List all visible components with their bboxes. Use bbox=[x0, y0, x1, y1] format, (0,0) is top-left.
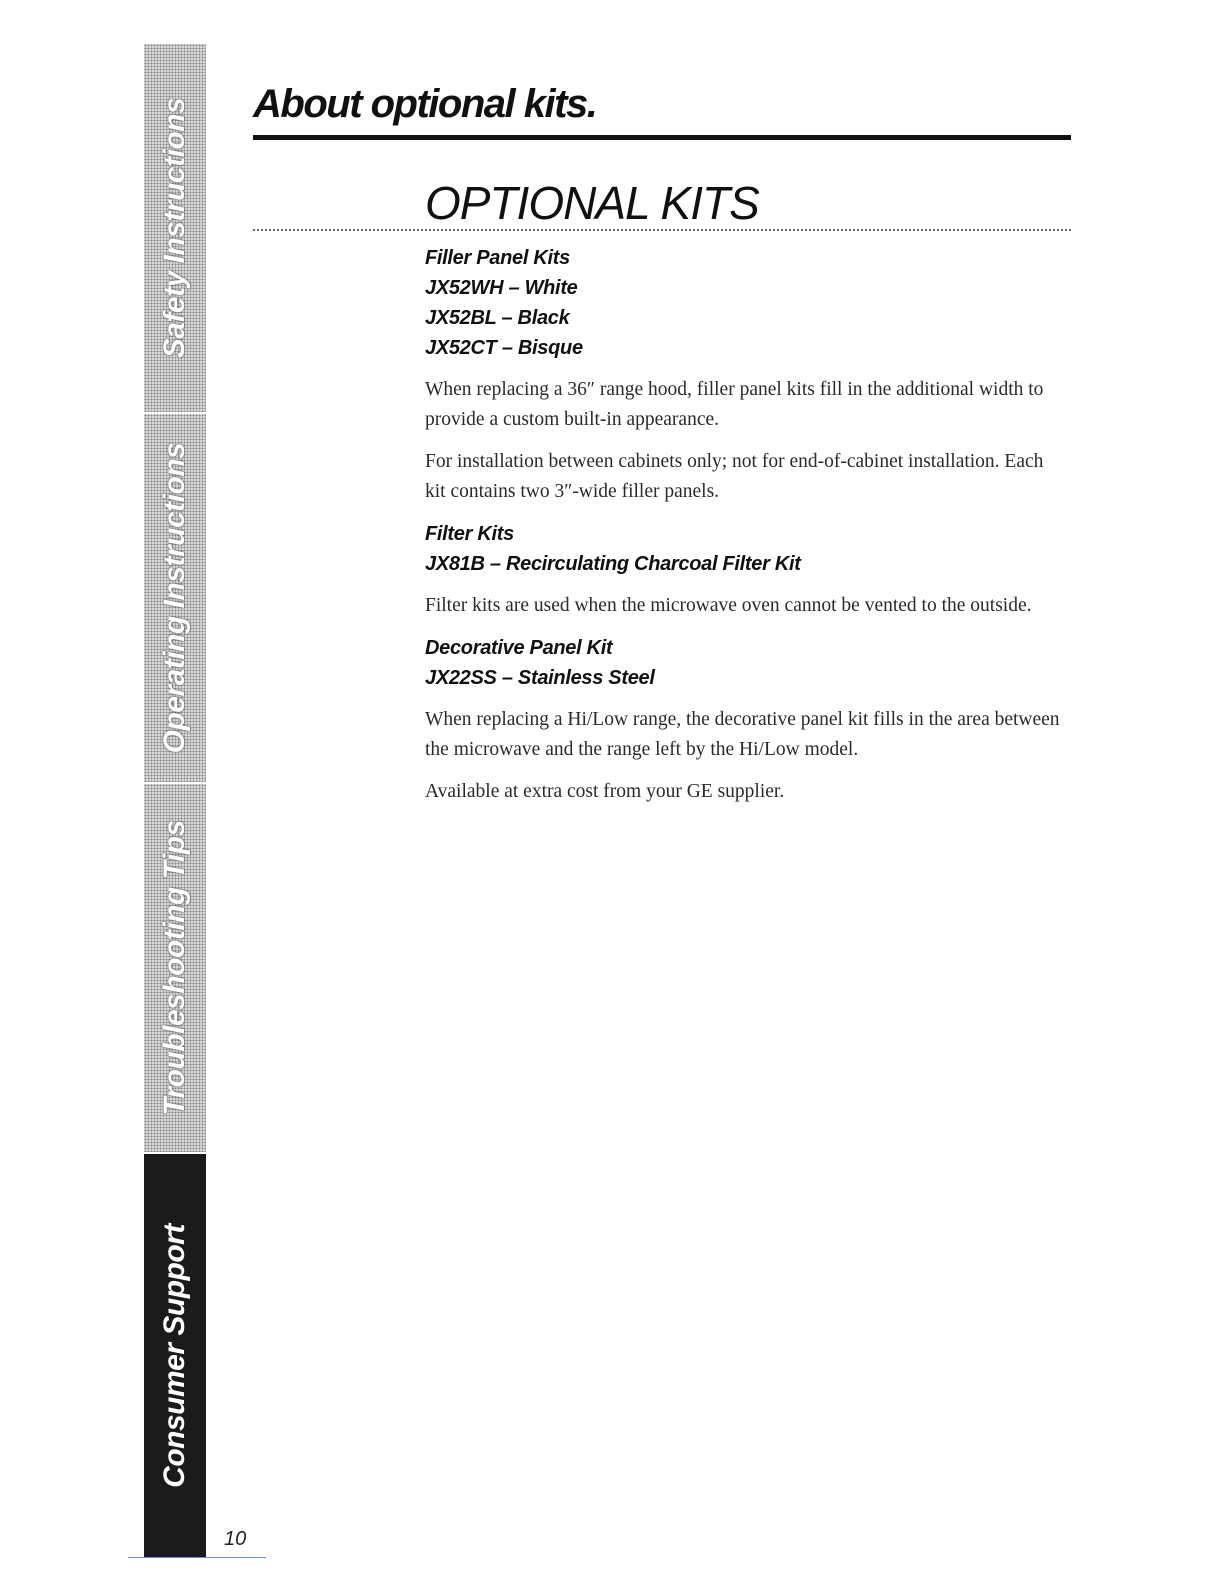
tab-label: Safety Instructions bbox=[158, 97, 191, 359]
kit-description: When replacing a Hi/Low range, the decorative panel kit fills in the area between the microwave and the range left by the Hi/Low model. bbox=[425, 709, 1060, 760]
kit-heading: Decorative Panel Kit bbox=[425, 637, 613, 659]
page-title: About optional kits. bbox=[253, 82, 597, 126]
decorative-panel-kit bbox=[425, 633, 1065, 807]
section-tabs bbox=[144, 44, 206, 1558]
kit-description: For installation between cabinets only; not for end-of-cabinet installation. Each kit contains two 3″-wide filler panels. bbox=[425, 451, 1044, 502]
tab-operating-instructions[interactable] bbox=[144, 414, 206, 784]
availability-note: Available at extra cost from your GE supplier. bbox=[425, 781, 785, 802]
kit-heading: Filler Panel Kits bbox=[425, 247, 570, 269]
tab-consumer-support[interactable] bbox=[144, 1154, 206, 1558]
tab-label: Troubleshooting Tips bbox=[158, 820, 191, 1116]
bottom-divider bbox=[128, 1557, 266, 1558]
page-number: 10 bbox=[224, 1528, 247, 1550]
tab-label: Consumer Support bbox=[158, 1224, 191, 1488]
kit-model: JX22SS – Stainless Steel bbox=[425, 667, 655, 689]
kits-content bbox=[425, 243, 1065, 819]
kit-description: Filter kits are used when the microwave oven cannot be vented to the outside. bbox=[425, 595, 1032, 616]
section-divider bbox=[253, 229, 1071, 231]
kit-model: JX81B – Recirculating Charcoal Filter Kit bbox=[425, 553, 801, 575]
kit-model: JX52WH – White bbox=[425, 277, 578, 299]
kit-heading: Filter Kits bbox=[425, 523, 514, 545]
tab-troubleshooting-tips[interactable] bbox=[144, 784, 206, 1154]
title-divider bbox=[253, 135, 1071, 140]
filter-kits bbox=[425, 519, 1065, 621]
kit-model: JX52BL – Black bbox=[425, 307, 570, 329]
kit-model: JX52CT – Bisque bbox=[425, 337, 583, 359]
kit-description: When replacing a 36″ range hood, filler panel kits fill in the additional width to provide a custom built-in appearance. bbox=[425, 379, 1044, 430]
tab-label: Operating Instructions bbox=[158, 442, 191, 754]
filler-panel-kits bbox=[425, 243, 1065, 507]
section-heading: OPTIONAL KITS bbox=[425, 177, 759, 229]
tab-safety-instructions[interactable] bbox=[144, 44, 206, 414]
